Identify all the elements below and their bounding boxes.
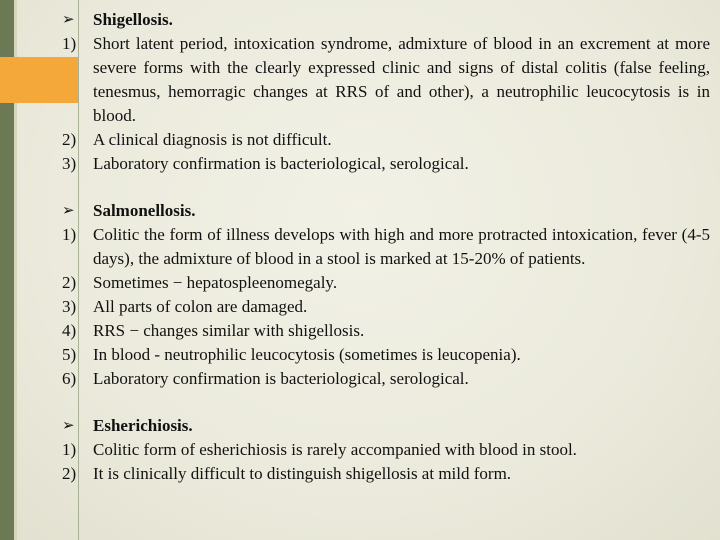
list-item <box>62 223 710 271</box>
item-number: 3) <box>62 154 77 173</box>
list-item <box>62 319 710 343</box>
section-shigellosis <box>62 8 710 176</box>
item-text: All parts of colon are damaged. <box>93 297 308 316</box>
item-text: RRS − changes similar with shigellosis. <box>93 321 365 340</box>
heading-text: Shigellosis. <box>93 10 173 29</box>
section-salmonellosis <box>62 199 710 391</box>
item-text: Short latent period, intoxication syndrome, admixture of blood in an excrement at more severe forms with the clearly expressed clinic and signs of distal colitis (false feeling, tenesmus, hemorragic changes at RRS of and other), a neutrophilic leucocytosis is in blood. <box>93 34 710 125</box>
item-text: Sometimes − hepatospleenomegaly. <box>93 273 338 292</box>
arrow-bullet-icon: ➢ <box>62 418 75 434</box>
item-number: 6) <box>62 369 77 388</box>
list-item <box>62 128 710 152</box>
item-number: 1) <box>62 225 77 244</box>
list-item <box>62 438 710 462</box>
item-number: 2) <box>62 273 77 292</box>
list-item <box>62 367 710 391</box>
list-item <box>62 462 710 486</box>
item-text: A clinical diagnosis is not difficult. <box>93 130 332 149</box>
item-text: Laboratory confirmation is bacteriological, serological. <box>93 154 469 173</box>
list-item <box>62 152 710 176</box>
list-item <box>62 32 710 128</box>
list-item <box>62 271 710 295</box>
item-text: Colitic the form of illness develops with high and more protracted intoxication, fever (4-5 days), the admixture of blood in a stool is marked at 15-20% of patients. <box>93 225 710 268</box>
heading-text: Esherichiosis. <box>93 416 193 435</box>
item-text: In blood - neutrophilic leucocytosis (sometimes is leucopenia). <box>93 345 521 364</box>
item-number: 5) <box>62 345 77 364</box>
section-heading <box>62 199 710 223</box>
section-esherichiosis <box>62 414 710 486</box>
item-number: 1) <box>62 440 77 459</box>
item-number: 1) <box>62 34 77 53</box>
slide-content <box>62 8 710 509</box>
list-item <box>62 343 710 367</box>
item-number: 2) <box>62 130 77 149</box>
item-text: It is clinically difficult to distinguish shigellosis at mild form. <box>93 464 512 483</box>
heading-text: Salmonellosis. <box>93 201 196 220</box>
arrow-bullet-icon: ➢ <box>62 12 75 28</box>
item-number: 4) <box>62 321 77 340</box>
arrow-bullet-icon: ➢ <box>62 203 75 219</box>
item-number: 3) <box>62 297 77 316</box>
section-heading <box>62 414 710 438</box>
list-item <box>62 295 710 319</box>
section-heading <box>62 8 710 32</box>
item-text: Laboratory confirmation is bacteriological, serological. <box>93 369 469 388</box>
item-number: 2) <box>62 464 77 483</box>
item-text: Colitic form of esherichiosis is rarely accompanied with blood in stool. <box>93 440 577 459</box>
